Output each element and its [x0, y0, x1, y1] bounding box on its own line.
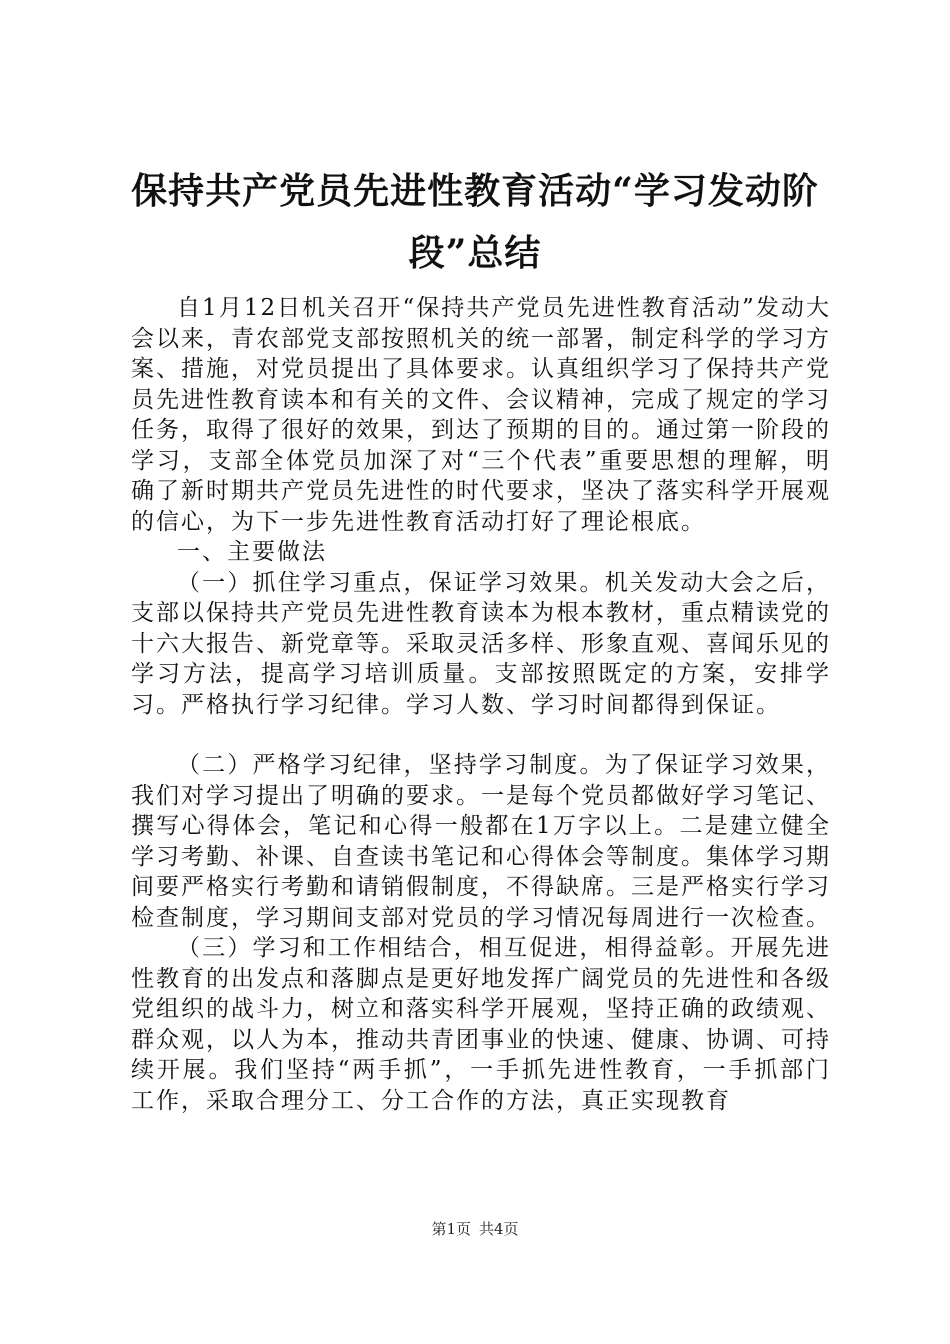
- section-heading: 一、主要做法: [177, 539, 327, 565]
- method-paragraph-1: （一）抓住学习重点，保证学习效果。机关发动大会之后，支部以保持共产党员先进性教育读本为根本教材，重点精读党的十六大报告、新党章等。采取灵活多样、形象直观、喜闻乐见的学习方法，提高学习培训质量。支部按照既定的方案，安排学习。严格执行学习纪律。学习人数、学习时间都得到保证。: [131, 569, 831, 718]
- method-paragraph-2: （二）严格学习纪律，坚持学习制度。为了保证学习效果，我们对学习提出了明确的要求。一是每个党员都做好学习笔记、撰写心得体会，笔记和心得一般都在1万字以上。二是建立健全学习考勤、补课、自查读书笔记和心得体会等制度。集体学习期间要严格实行考勤和请销假制度，不得缺席。三是严格实行学习检查制度，学习期间支部对党员的学习情况每周进行一次检查。: [131, 752, 831, 931]
- page-footer: [0, 1218, 950, 1239]
- intro-paragraph: 自1月12日机关召开“保持共产党员先进性教育活动”发动大会以来，青农部党支部按照机关的统一部署，制定科学的学习方案、措施，对党员提出了具体要求。认真组织学习了保持共产党员先进性教育读本和有关的文件、会议精神，完成了规定的学习任务，取得了很好的效果，到达了预期的目的。通过第一阶段的学习，支部全体党员加深了对“三个代表”重要思想的理解，明确了新时期共产党员先进性的时代要求，坚决了落实科学开展观的信心，为下一步先进性教育活动打好了理论根底。: [131, 295, 831, 535]
- page-total: 共4页: [479, 1220, 519, 1238]
- page-number: 第1页: [431, 1220, 471, 1238]
- document-title: 保持共产党员先进性教育活动“学习发动阶段”总结: [131, 170, 819, 274]
- method-paragraph-3: （三）学习和工作相结合，相互促进，相得益彰。开展先进性教育的出发点和落脚点是更好地发挥广阔党员的先进性和各级党组织的战斗力，树立和落实科学开展观，坚持正确的政绩观、群众观，以人为本，推动共青团事业的快速、健康、协调、可持续开展。我们坚持“两手抓”，一手抓先进性教育，一手抓部门工作，采取合理分工、分工合作的方法，真正实现教育: [131, 935, 831, 1114]
- document-body: [131, 293, 831, 1116]
